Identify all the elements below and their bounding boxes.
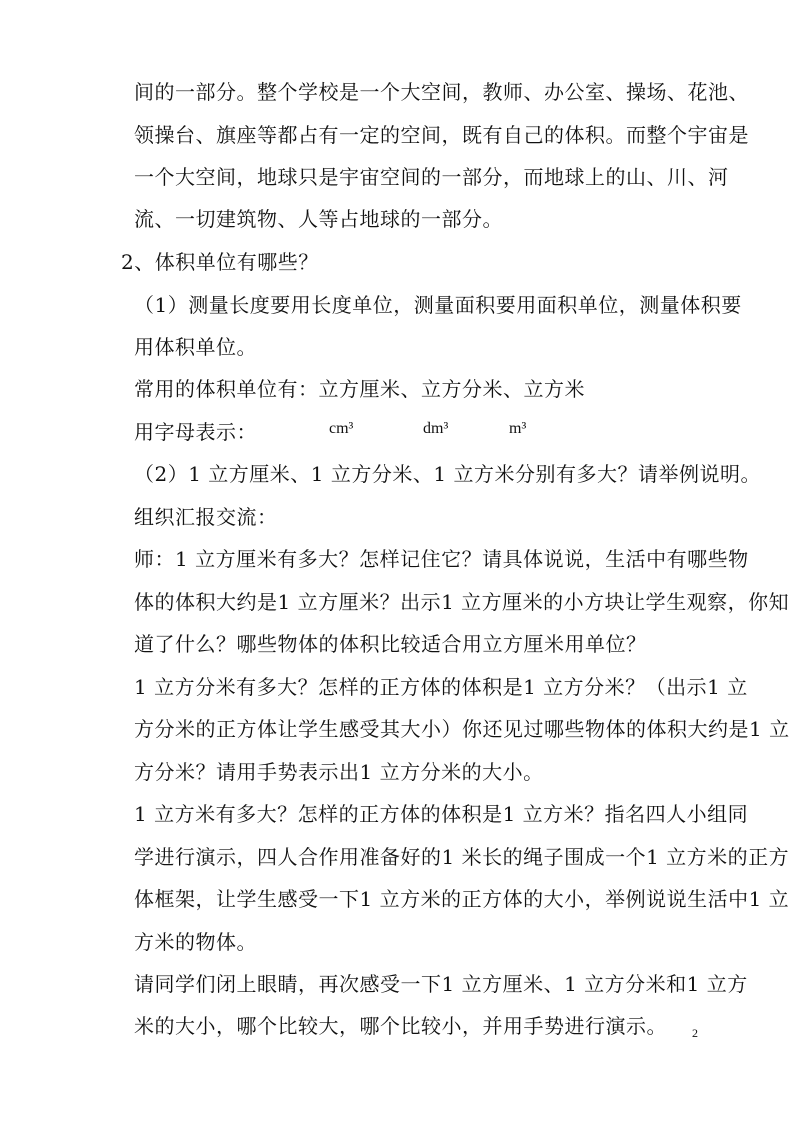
paragraph-line: 1 立方分米有多大？怎样的正方体的体积是1 立方分米？（出示1 立 <box>134 675 748 699</box>
paragraph-line: 体框架，让学生感受一下1 立方米的正方体的大小，举例说说生活中1 立 <box>134 887 790 911</box>
paragraph-line: 一个大空间，地球只是宇宙空间的一部分，而地球上的山、川、河 <box>134 165 729 189</box>
paragraph-line: 米的大小，哪个比较大，哪个比较小，并用手势进行演示。 <box>134 1014 667 1038</box>
paragraph-line: （1）测量长度要用长度单位，测量面积要用面积单位，测量体积要 <box>134 293 742 317</box>
unit-m3: m³ <box>509 420 527 437</box>
paragraph-line: 流、一切建筑物、人等占地球的一部分。 <box>134 207 503 231</box>
unit-dm3: dm³ <box>423 420 449 437</box>
paragraph-line: （2）1 立方厘米、1 立方分米、1 立方米分别有多大？请举例说明。 <box>134 462 761 486</box>
paragraph-line: 间的一部分。整个学校是一个大空间，教师、办公室、操场、花池、 <box>134 80 749 104</box>
paragraph-line: 师：1 立方厘米有多大？怎样记住它？请具体说说，生活中有哪些物 <box>134 547 749 571</box>
paragraph-line: 用体积单位。 <box>134 335 257 359</box>
paragraph-line: 方分米？请用手势表示出1 立方分米的大小。 <box>134 760 544 784</box>
section-heading: 2、体积单位有哪些？ <box>121 250 319 274</box>
paragraph-line: 体的体积大约是1 立方厘米？出示1 立方厘米的小方块让学生观察，你知 <box>134 590 790 614</box>
paragraph-line: 领操台、旗座等都占有一定的空间，既有自己的体积。而整个宇宙是 <box>134 123 749 147</box>
paragraph-line: 组织汇报交流： <box>134 505 278 529</box>
paragraph-line: 学进行演示，四人合作用准备好的1 米长的绳子围成一个1 立方米的正方 <box>134 845 790 869</box>
paragraph-line: 方米的物体。 <box>134 930 257 954</box>
paragraph-line: 1 立方米有多大？怎样的正方体的体积是1 立方米？指名四人小组同 <box>134 802 749 826</box>
unit-cm3: cm³ <box>329 420 354 437</box>
paragraph-line: 道了什么？哪些物体的体积比较适合用立方厘米用单位？ <box>134 632 647 656</box>
paragraph-line: 用字母表示： <box>134 420 257 444</box>
paragraph-line: 请同学们闭上眼睛，再次感受一下1 立方厘米、1 立方分米和1 立方 <box>134 972 748 996</box>
page-number: 2 <box>692 1026 698 1040</box>
paragraph-line: 常用的体积单位有：立方厘米、立方分米、立方米 <box>134 377 585 401</box>
paragraph-line: 方分米的正方体让学生感受其大小）你还见过哪些物体的体积大约是1 立 <box>134 717 790 741</box>
